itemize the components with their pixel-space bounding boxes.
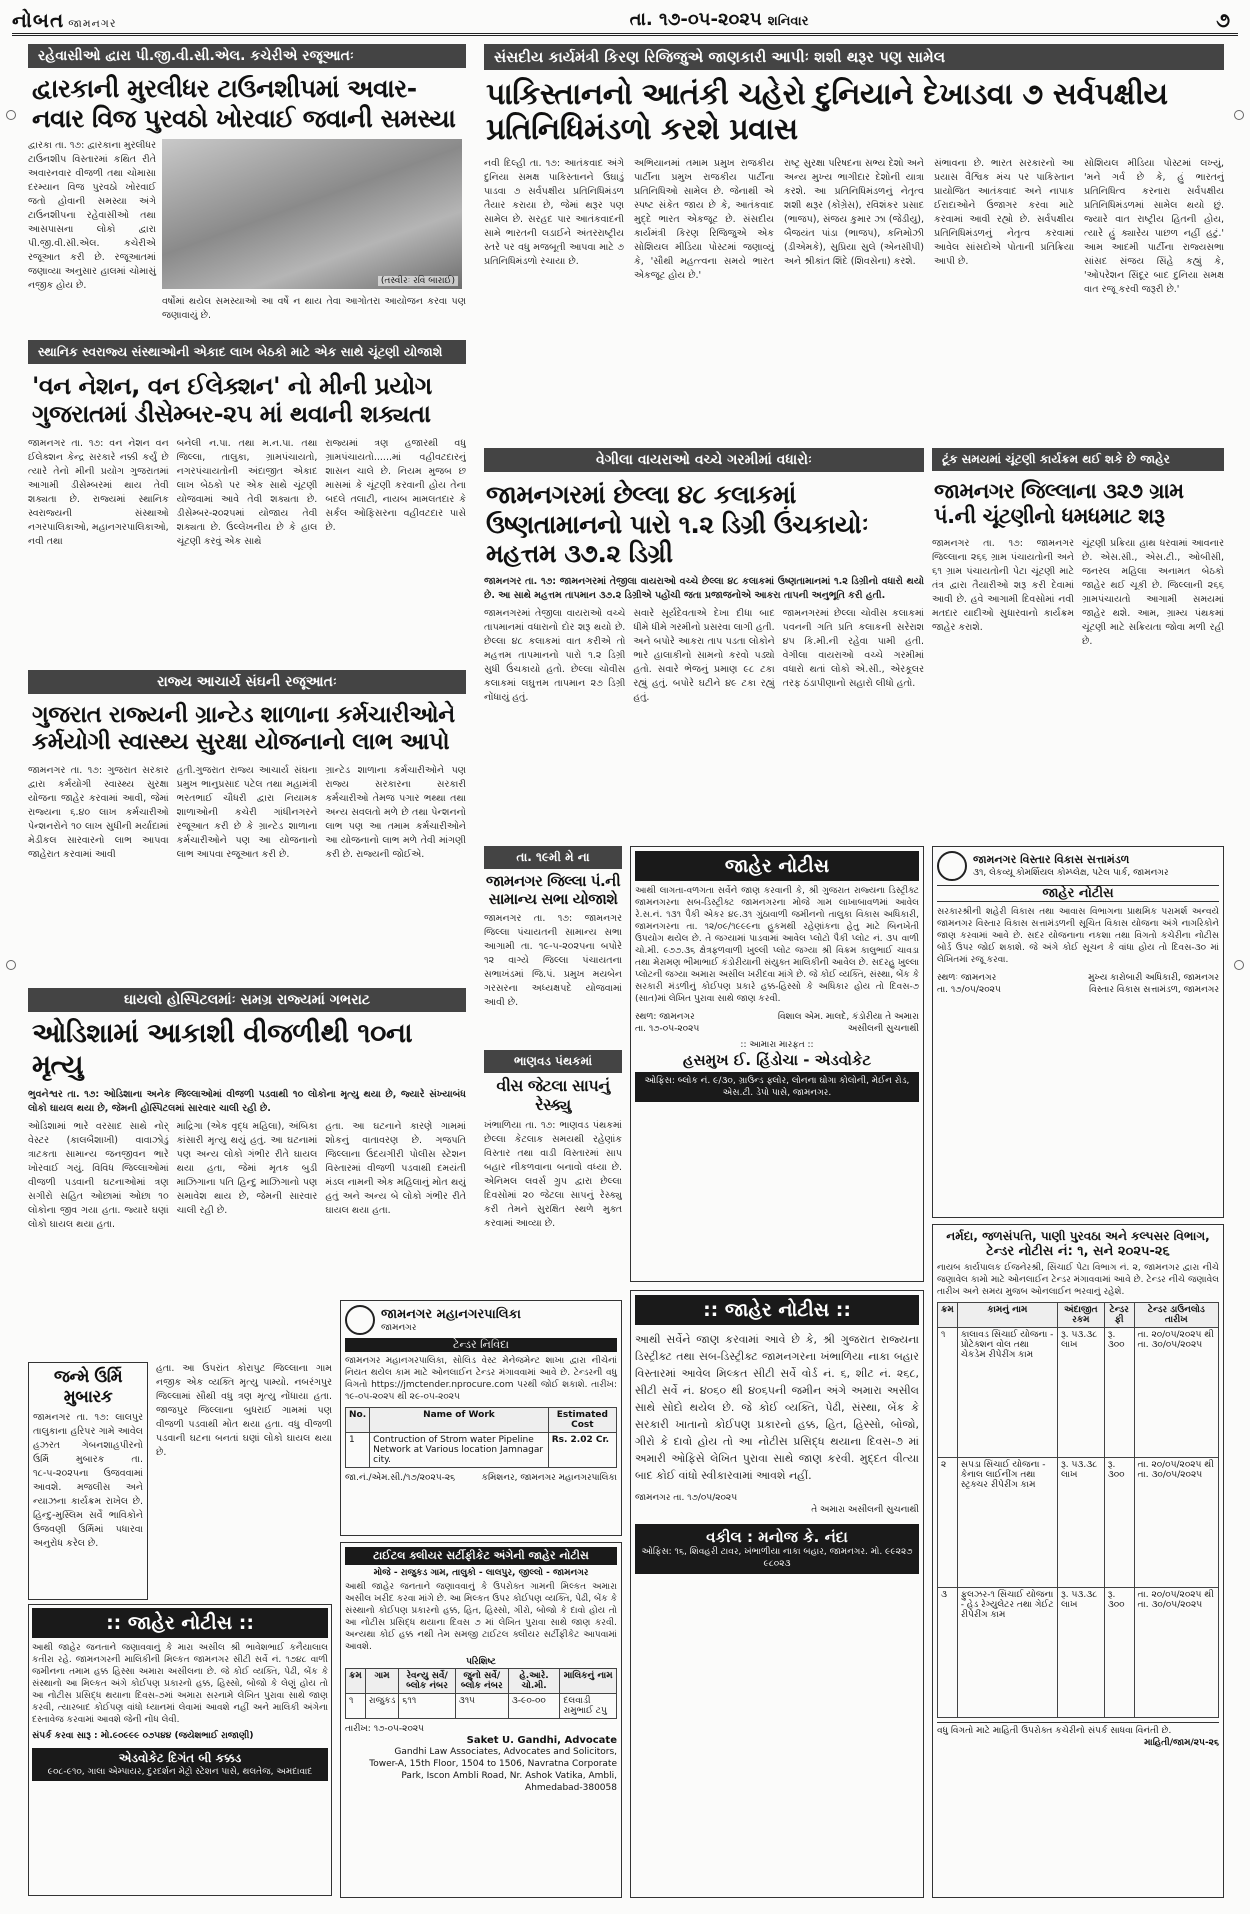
- notice-client: વિશાલ એમ. માલદે, કંડોરીયા તે અમારા અસીલની સુચનાથી: [777, 1012, 919, 1034]
- story-column: ઓડિશામાં ભારે વરસાદ સાથે નોર્ વેસ્ટર (કાલબૈશાખી) વાવાઝોડું ત્રાટકતા સામાન્ય જનજીવન ભારે ખોરવાઈ ગયું. વિવિધ જિલ્લાઓમાં વીજળી પડવાની ઘટનાઓમાં ત્રણ સગીરો સહિત ઓછામાં ઓછા ૧૦ લોકોના જીવ ગયા હતા. જ્યારે ઘણાં લોકો ઘાયલ થયા હતા.: [28, 1120, 169, 1230]
- story-headline: જામનગર જિલ્લા પં.ની સામાન્ય સભા યોજાશે: [485, 872, 621, 908]
- tender-body: જામનગર મહાનગરપાલિકા, સોલિડ વેસ્ટ મેનેજમેન્ટ શાખા દ્વારા નીચેનાં નિયત થયેલ કામ માટે ઓનલાઈન ટેન્ડર મંગાવવામાં આવે છે. ટેન્ડરની વધુ વિગતો https://jmctender.nprocure.com પરથી જોઈ શકાશે. તારીખ: ૧૯-૦૫-૨૦૨૫ થી ૨૯-૦૫-૨૦૨૫: [345, 1356, 617, 1402]
- story-body-cont: વર્ષોમાં થયેલ સમસ્યાઓ આ વર્ષે ન થાય તેવા આગોતરા આયોજન કરવા પણ જણાવાયું છે.: [162, 296, 466, 321]
- notice-title: જામનગર વિસ્તાર વિકાસ સત્તામંડળ: [973, 853, 1130, 866]
- notice-place: સ્થળઃ જામનગર: [937, 973, 997, 983]
- notice-date: તા. ૧૭-૦૫-૨૦૨૫: [635, 1024, 700, 1034]
- notice-client: તે અમારા અસીલની સુચનાથી: [811, 1505, 919, 1515]
- tender-jmc: [340, 1300, 622, 1536]
- story-heat: [484, 448, 924, 838]
- advocate-name: વકીલ : મનોજ કે. નંદા: [706, 1528, 848, 1546]
- tender-ref: માહિતી/જામ/૨૫-૨૬: [1144, 1738, 1219, 1748]
- notice-body: આથી જાહેર જનતાને જણાવવાનું કે મારા અસીલ શ્રી ભાવેશભાઈ કનૈયાલાલ કતીરા રહે. જામનગરની માલિકીની મિલ્કત જામનગર સીટી સર્વે નં. ૧૭૪૮ વાળી જમીનના તમામ હક્ક હિસ્સા અમારા અસીલના છે. જે કોઈ વ્યક્તિ, પેઢી, બેંક કે સંસ્થાનો આ મિલ્કત અંગે કોઈપણ પ્રકારનો હક્ક, હિસ્સો, બોજો કે લેણું હોય તો આ નોટીસ પ્રસિદ્ધ થયાના દિવસ-૭માં અમારા સરનામે લેખિત પુરાવા સાથે જાણ કરવી, ત્યારબાદ કોઈપણ વાંધો ધ્યાનમાં લેવામાં આવશે નહીં અને માલિકી અંગેના દસ્તાવેજ કરવામાં આવશે જેની નોંધ લેવી.: [32, 1643, 328, 1725]
- story-odisha-cont: [156, 1362, 332, 1600]
- story-column: ગ્રાન્ટેડ શાળાના કર્મચારીઓને પણ રાજ્ય સરકારના સરકારી કર્મચારીઓ તેમજ પગાર ભથ્થા તથા અન્ય સવલતો મળે છે તથા પેન્શનનો લાભ પણ આ તમામ કર્મચારીઓને આ યોજનાનો લાભ મળે તેવી માંગણી કરી છે. રાજ્યની જોઈએ.: [325, 765, 466, 861]
- authority-emblem-icon: [937, 851, 967, 881]
- notice-left: [28, 1604, 332, 1896]
- story-column: માદ્રિગા (એક વૃદ્ધ મહિલા), અંબિકા કાંસારી મૃત્યુ થયું હતું. આ ઘટનામાં પણ અન્ય લોકો ગંભીર રીતે ઘાયલ થયા હતા, જેમાં મૃતક બુડી માઝિગાના પતિ હિન્દુ માઝિગાનો પણ સમાવેશ થાય છે, જેમની સારવાર ચાલી રહી છે.: [176, 1120, 318, 1216]
- notice-footer: [635, 1011, 919, 1035]
- story-body: જામનગર તા. ૧૭: લાલપુર તાલુકાના હરિપર ગામે આવેલ હઝરત ગેબનશાહપીરનો ઉર્મિ મુબારક તા. ૧૮-૫-૨૦૨૫ના ઉજવવામાં આવશે. મજલીસ અને ન્યાઝના કાર્યક્રમ રાખેલ છે. હિન્દુ-મુસ્લિમ સર્વે ભાવિકોને ઉજવણી ઉર્મિમાં પધારવા અનુરોધ કરેલ છે.: [33, 1412, 143, 1550]
- notice-place: સ્થળ: જામનગર: [635, 1012, 695, 1022]
- notice-title: :: જાહેર નોટીસ ::: [635, 1295, 919, 1325]
- notice-title: ટાઈટલ ક્લીયર સર્ટીફીકેટ અંગેની જાહેર નોટીસ: [345, 1547, 617, 1565]
- story-column: બનેલી ન.પા. તથા મ.ન.પા. તથા જિલ્લા, તાલુકા, ગ્રામપંચાયતો, નગરપંચાયતોની અંદાજીત એકાદ લાખ બેઠકો પર એક સાથે ચૂંટણી યોજવામાં આવે તેવી શક્યતા છે. ડીસેમ્બર-૨૦૨૫માં યોજાય તેવી શક્યતા છે. ઉલ્લેખનીય છે કે હાલ ચૂંટણી કરવું એક સાથે: [176, 437, 318, 547]
- notice-date: તા. ૧૭/૦૫/૨૦૨૫: [937, 985, 1001, 995]
- story-column: જામનગર તા. ૧૭: વન નેશન વન ઈલેક્શન કેન્દ્ર સરકારે નક્કી કર્યું છે ત્યારે તેનો મીની પ્રયોગ ગુજરાતમાં આગામી ડીસેમ્બરમાં થાય તેવી શક્યતા છે. રાજ્યમાં સ્થાનિક સ્વરાજ્યની સંસ્થાઓ નગરપાલિકાઓ, મહાનગરપાલિકાઓ, નવી તથા: [28, 437, 169, 547]
- notice-date: તારીખ: ૧૭-૦૫-૨૦૨૫: [345, 1724, 425, 1734]
- story-column: રાજ્યમાં ત્રણ હજારથી વધુ ગ્રામપંચાયતો......માં વહીવટદારનું શાસન ચાલે છે. નિયમ મુજબ છ માસમાં કે ચૂંટણી કરવાની હોય તેના બદલે તલાટી, નાયબ મામલતદાર કે સર્કલ ઓફિસરના વહીવટદાર પાસે છે.: [325, 437, 466, 533]
- story-kicker: તા. ૧૯મી મે ના: [484, 846, 622, 869]
- notice-center: [630, 846, 924, 1282]
- story-column: જામનગર તા. ૧૭: ગુજરાત સરકાર દ્વારા કર્મયોગી સ્વાસ્થ્ય સુરક્ષા યોજના જાહેર કરવામાં આવી, જેમાં રાજ્યના ૬.૪૦ લાખ કર્મચારીઓ પેન્શનરોને ૧૦ લાખ સુધીની મર્યાદામાં મેડીકલ સારવારનો લાભ આપવા જાહેરાત કરવામાં આવી: [28, 765, 169, 861]
- advocate-block: [32, 1748, 328, 1781]
- story-lead: જામનગર તા. ૧૭: જામનગરમાં તેજીલા વાયરાઓ વચ્ચે છેલ્લા ૪૮ કલાકમાં ઉષ્ણતામાનમાં ૧.૨ ડિગ્રીનો વધારો થયો છે. આ સાથે મહત્તમ તાપમાન ૩૭.૨ ડિગ્રીએ પહોંચી જતા પ્રજાજનોએ આકરા તાપની અનુભૂતિ કરી હતી.: [484, 575, 924, 601]
- notice-body: આથી સર્વેને જાણ કરવામાં આવે છે કે, શ્રી ગુજરાત રાજ્યના ડિસ્ટ્રીક્ટ તથા સબ-ડિસ્ટ્રીક્ટ જામનગરના ખંભાળિયા નાકા બહાર વિસ્તારમાં આવેલ મિલ્કત સીટી સર્વે વોર્ડ નં. ૬, શીટ નં. ૨૬૮, સીટી સર્વે નં. ૪૦૬૦ થી ૪૦૬૫ની જમીન અંગે અમારા અસીલ સાથે સોદો થયેલ છે. જે કોઈ વ્યક્તિ, પેઢી, સંસ્થા, બેંક કે સરકારી ખાતાનો કોઈપણ પ્રકારનો હક્ક, હિત, હિસ્સો, બોજો, ગીરો કે દાવો હોય તો આ નોટીસ પ્રસિદ્ધ થયાના દિવસ-૭ માં અમારી ઓફિસે લેખિત પુરાવા સાથે જાણ કરવી. મુદ્દત વીત્યા બાદ કોઈ વાંધો સ્વીકારવામાં આવશે નહીં.: [635, 1333, 919, 1482]
- story-panchayat: [932, 448, 1224, 838]
- notice-right: [630, 1290, 924, 1898]
- notice-body: આથી લાગતા-વળગતા સર્વેને જાણ કરવાની કે, શ્રી ગુજરાત રાજ્યના ડિસ્ટ્રીક્ટ જામનગરના સબ-ડિસ્ટ્રીક્ટ જામનગરના મોજે ગામ લાખાબાવળમાં આવેલ રે.સ.નં. ૧૩૧ પૈકી એકર ૪૯.૩૧ ગુંઠાવાળી જમીનનો તાલુકા વિકાસ અધિકારી, જામનગરના તા. ૧૨/૦૯/૧૯૯૯ના હુકમથી રહેણાંકના હેતુ માટે બિનખેતી ઉપયોગ થયેલ છે. તે જગ્યામાં પાડવામાં આવેલ પ્લોટો પૈકી પ્લોટ નં. ૩૫ વાળી ચો.મી. ૯૭૭.૩૬ ક્ષેત્રફળવાળી ખુલ્લી પ્લોટ જગ્યા શ્રી વિક્રમ કાલુભાઈ ચાવડા તથા મેરામણ ભીમાભાઈ કંડોરીયાની સંયુક્ત માલિકીની આવેલ છે. સદરહુ ખુલ્લા પ્લોટની જગ્યા અમારા અસીલ ખરીદવા માંગે છે. જે કોઈ વ્યક્તિ, સંસ્થા, બેંક કે સરકારી મંડળીનું કોઈપણ પ્રકારે હક્ક-હિસ્સો કે અધિકાર હોય તો દિવસ-૭ (સાત)માં લેખિત પુરાવા સાથે જાણ કરવી.: [635, 886, 919, 1004]
- story-headline: જન્મે ઉર્મિ મુબારક: [53, 1367, 123, 1408]
- story-column: સોશિયલ મીડિયા પોસ્ટમાં લખ્યું, 'મને ગર્વ છે કે, હું ભારતનું પ્રતિનિધિત્વ કરનારા સર્વપક્ષીય પ્રતિનિધિમંડળમાં સામેલ થયો છું. જ્યારે વાત રાષ્ટ્રીય હિતની હોય, ત્યારે હું ક્યારેય પાછળ નહીં હટું.' આમ આદમી પાર્ટીના રાજ્યસભા સાંસદ સંજય સિંહે કહ્યું કે, 'ઓપરેશન સિંદૂર બાદ દુનિયા સમક્ષ વાત રજૂ કરવી જરૂરી છે.': [1084, 158, 1224, 295]
- tender-ref: જા.નં./એમ.સી./૧૭/૨૦૨૫-૨૬: [345, 1473, 456, 1483]
- tender-subtitle: જામનગર: [381, 1322, 417, 1333]
- story-school: [28, 670, 466, 982]
- notice-title-clear: [340, 1542, 622, 1898]
- notice-subtitle: ૩૧, લેકવ્યૂ કોમર્શિયલ કોમ્પ્લેક્ષ, પટેલ પાર્ક, જામનગર: [973, 868, 1169, 878]
- table-row: ૧ કાલાવડ સિંચાઈ યોજના - પ્રોટેક્શન વોલ તથા ચેકડેમ રીપેરીંગ કામ રૂ. ૫૩.૩૮ લાખ રૂ. ૩૦૦ તા. ૨૦/૦૫/૨૦૨૫ થી તા. ૩૦/૦૫/૨૦૨૫: [938, 1328, 1219, 1458]
- story-lead: ભુવનેશ્વર તા. ૧૭: ઓડિશાના અનેક જિલ્લાઓમાં વીજળી પડવાથી ૧૦ લોકોના મૃત્યુ થયા છે, જ્યારે સંખ્યાબંધ લોકો ઘાયલ થયા છે, જેમની હોસ્પિટલમાં સારવાર ચાલી રહી છે.: [28, 1088, 466, 1114]
- advocate-address: ૯૦૮-૯૧૦, ગાલા એમ્પાયર, દુરદર્શન મેટ્રો સ્ટેશન પાસે, થલતેજ, અમદાવાદ: [47, 1767, 313, 1777]
- advocate-name: એડવોકેટ દિગંત બી કક્કડ: [118, 1751, 242, 1765]
- story-headline: વીસ જેટલા સાપનું રેસ્ક્યુ: [496, 1076, 610, 1114]
- story-kicker: સંસદીય કાર્યમંત્રી કિરણ રિજિજુએ જાણકારી આપીઃ શશી થરૂર પણ સામેલ: [484, 44, 1224, 70]
- advocate-block: [635, 1524, 919, 1574]
- registration-mark-icon: [6, 960, 16, 970]
- story-column: હતા. આ ઘટનાને કારણે ગામમાં શોકનું વાતાવરણ છે. ગજપતિ જિલ્લાના ઉદયગીરી પોલીસ સ્ટેશન વિસ્તારમાં વીજળી પડવાથી દમયંતી મંડલ નામની એક મહિલાનું મોત થયું હતું અને અન્ય બે લોકો ગંભીર રીતે ઘાયલ થયા હતા.: [325, 1120, 466, 1216]
- schedule-table: ક્રમ ગામ રેવન્યુ સર્વે/બ્લોક નંબર જુનો સર્વે/બ્લોક નંબર હે.આરે. ચો.મી. માલિકનું નામ ૧ રાજુકડ ૬૧૧ ૩૧૫ ૩-૯૦-૦૦ દલવાડી રામુભાઈ ટપુ: [345, 1668, 617, 1719]
- story-kicker: રાજ્ય આચાર્ય સંઘની રજૂઆતઃ: [28, 670, 466, 694]
- advocate-name: Saket U. Gandhi, Advocate: [466, 1735, 617, 1746]
- story-one-nation: [28, 340, 466, 664]
- story-headline: જામનગર જિલ્લાના ૩૨૭ ગ્રામ પં.ની ચૂંટણીનો ધમધમાટ શરૂ: [934, 479, 1184, 528]
- tender-header: [345, 1305, 617, 1335]
- story-headline: જામનગરમાં છેલ્લા ૪૮ કલાકમાં ઉષ્ણતામાનનો પારો ૧.૨ ડિગ્રી ઉંચકાયોઃ મહત્તમ ૩૭.૨ ડિગ્રી: [486, 480, 869, 568]
- story-rijiju: [484, 44, 1224, 440]
- newspaper-logo: નોબત જામનગર: [12, 7, 117, 32]
- story-column: અભિયાનમાં તમામ પ્રમુખ રાજકીય પાર્ટીના પ્રમુખ રાજકીય પાર્ટીના પ્રતિનિધિઓ સામેલ છે. જેનાથી એ સ્પષ્ટ સંકેત જાય છે કે, આતંકવાદ મુદ્દે ભારત એકજૂટ છે. સંસદીય કાર્યમંત્રી કિરણ રિજિજુએ એક સોશિયલ મીડિયા પોસ્ટમાં જણાવ્યું કે, 'સૌથી મહત્ત્વના સમયે ભારત એકજૂટ હોય છે.': [634, 158, 774, 281]
- story-kicker: ભાણવડ પંથકમાં: [484, 1050, 622, 1073]
- story-kicker: ટૂંક સમયમાં ચૂંટણી કાર્યક્રમ થઈ શકે છે જાહેર: [932, 448, 1224, 471]
- story-column: જામનગરમાં છેલ્લા ચોવીસ કલાકમાં પવનની ગતિ પ્રતિ કલાકની સરેરાશ ૪૫ કિ.મી.ની રહેવા પામી હતી. વેગીલા વાયરાઓ વચ્ચે ગરમીમાં વધારો થતાં લોકો એ.સી., એરકૂલર તરફ ઠંડાપીણાનો સહારો લીધો હતો.: [782, 607, 924, 689]
- story-kicker: વેગીલા વાયરાઓ વચ્ચે ગરમીમાં વધારોઃ: [484, 448, 924, 472]
- story-column: જામનગર તા. ૧૭: જામનગર જિલ્લાના ૨૬૬ ગ્રામ પંચાયતોની અને ૬૧ ગ્રામ પંચાયતોની પેટા ચૂંટણી માટે તંત્ર દ્વારા તૈયારીઓ શરૂ કરી દેવામાં આવી છે. હવે આગામી દિવસોમાં નવી મતદાર યાદીઓ સુધારવાનો કાર્યક્રમ જાહેર કરાશે.: [932, 537, 1074, 633]
- tender-signer: કમિશનર, જામનગર મહાનગરપાલિકા: [481, 1473, 617, 1483]
- tender-title: નર્મદા, જળસંપત્તિ, પાણી પુરવઠા અને કલ્પસર વિભાગ,: [946, 1229, 1210, 1243]
- story-rescue: [484, 1050, 622, 1300]
- schedule-title: પરિશિષ્ટ: [466, 1657, 496, 1667]
- issue-date: તા. ૧૭-૦૫-૨૦૨૫ શનિવાર: [629, 9, 809, 30]
- notice-signer: મુખ્ય કારોબારી અધિકારી, જામનગર વિસ્તાર વિકાસ સત્તામંડળ, જામનગર: [1088, 973, 1219, 995]
- table-header: Estimated Cost: [548, 1408, 616, 1433]
- story-column: હતા. આ ઉપરાંત કોરાપુટ જિલ્લાના ગામ નજીક એક વ્યક્તિ મૃત્યુ પામ્યો. નબરંગપુર જિલ્લામાં સૌથી વધુ ત્રણ મૃત્યુ નોંધાયા હતા. જાજપુર જિલ્લાના બુધરાઈ ગામમાં પણ વીજળી પડવાથી મોત થયા હતા. વધુ વીજળી પડવાની ઘટના બનતાં ઘણાં લોકો ઘાયલ થયા છે.: [156, 1363, 332, 1458]
- story-column: ચૂંટણી પ્રક્રિયા હાથ ધરવામાં આવનાર છે. એસ.સી., એસ.ટી., ઓબીસી, જનરલ મહિલા અનામત બેઠકો જાહેર થઈ ચૂકી છે. જિલ્લાની ૨૬૬ ગ્રામપંચાયતો આગામી સમયમાં જાહેર થશે. આમ, ગ્રામ્ય પંથકમાં ચૂંટણી માટે સક્રિયતા જોવા મળી રહી છે.: [1082, 537, 1224, 647]
- advocate-address: ઓફિસ: બ્લોક નં. ૯/૩૦, ગ્રાઉન્ડ ફ્લોર, લોનના ઘોગા કોલોની, મેઈન રોડ, એસ.ટી. ડેપો પાસે, જામનગર.: [635, 1072, 919, 1102]
- story-headline: પાકિસ્તાનનો આતંકી ચહેરો દુનિયાને દેખાડવા ૭ સર્વપક્ષીય પ્રતિનિધિમંડળો કરશે પ્રવાસ: [486, 77, 1168, 147]
- tender-body: નાયબ કાર્યપાલક ઈજનેરશ્રી, સિંચાઈ પેટા વિભાગ નં. ૨, જામનગર દ્વારા નીચે જણાવેલ કામો માટે ઓનલાઈન ટેન્ડર મંગાવવામાં આવે છે. ટેન્ડર નીચે જણાવેલ તારીખ અને સમય મુજબ ઓનલાઈન ભરવાનું રહેશે.: [937, 1263, 1219, 1297]
- tender-subtitle: ટેન્ડર નોટીસ નં: ૧, સને ૨૦૨૫-૨૬: [986, 1244, 1170, 1259]
- notice-title: :: જાહેર નોટીસ ::: [32, 1608, 328, 1638]
- advocate-name: હસમુખ ઈ. હિંડોચા - એડવોકેટ: [682, 1051, 872, 1069]
- law-firm: Gandhi Law Associates, Advocates and Solicitors,: [394, 1747, 617, 1757]
- tender-title: જામનગર મહાનગરપાલિકા: [381, 1306, 521, 1322]
- notice-date: જામનગર તા. ૧૭/૦૫/૨૦૨૫: [635, 1493, 738, 1503]
- story-column: સવારે સૂર્યદેવતાએ દેખા દીધા બાદ ધીમે ધીમે ગરમીનો પ્રસરવા લાગી હતી. અને બપોરે આકરા તાપ પડતા લોકોને ભારે હાલાકીનો સામનો કરવો પડ્યો હતો. સવારે ભેજનું પ્રમાણ ૯૮ ટકા રહ્યું હતું. બપોરે ઘટીને ૪૯ ટકા રહ્યું હતું.: [633, 607, 775, 703]
- notice-title: જાહેર નોટીસ: [635, 851, 919, 881]
- tender-narmada: [932, 1224, 1224, 1898]
- table-row: ૨ સપડા સિંચાઈ યોજના - કેનાલ લાઈનીંગ તથા સ્ટ્રક્ચર રીપેરીંગ કામ રૂ. ૫૩.૩૮ લાખ રૂ. ૩૦૦ તા. ૨૦/૦૫/૨૦૨૫ થી તા. ૩૦/૦૫/૨૦૨૫: [938, 1458, 1219, 1588]
- news-photo: [162, 139, 462, 289]
- story-column: હતી.ગુજરાત રાજ્ય આચાર્ય સંઘના પ્રમુખ ભાનુપ્રસાદ પટેલ તથા મહામંત્રી ભરતભાઈ ચૌધરી દ્વારા નિયામક શાળાઓની કચેરી ગાંધીનગરને રજૂઆત કરી છે કે ગ્રાન્ટેડ શાળાના કર્મચારીઓને પણ આ યોજનાનો લાભ આપવા રજૂઆત કરી છે.: [176, 765, 318, 861]
- notice-label: જાહેર નોટીસ: [937, 885, 1219, 902]
- registration-mark-icon: [1234, 110, 1244, 120]
- table-row: ૧ રાજુકડ ૬૧૧ ૩૧૫ ૩-૯૦-૦૦ દલવાડી રામુભાઈ ટપુ: [346, 1694, 617, 1719]
- masthead: [12, 6, 1238, 36]
- story-urs: [28, 1362, 148, 1600]
- notice-contact: સંપર્ક કરવા સારૂ : મો.૯૦૯૯૯ ૦૭૫૪૪ (જયેશભાઈ રાજાણી): [32, 1731, 254, 1741]
- story-column: જામનગરમાં તેજીલા વાયરાઓ વચ્ચે તાપમાનમાં વધારાનો દોર શરૂ થયો છે. છેલ્લા ૪૮ કલાકમાં વાત કરીએ તો મહત્તમ તાપમાનનો પારો ૧.૨ ડિગ્રી સુધી ઉંચકાયો હતો. છેલ્લા ચોવીસ કલાકમાં લઘુત્તમ તાપમાન ૨૭ ડિગ્રી નોંધાયું હતું.: [484, 607, 626, 703]
- story-meeting: [484, 846, 622, 1046]
- tender-footer: વધુ વિગતો માટે માહિતી ઉપરોક્ત કચેરીનો સંપર્ક સાધવા વિનંતી છે.: [937, 1722, 1219, 1737]
- story-column: રાષ્ટ્ર સુરક્ષા પરિષદના સભ્ય દેશો અને અન્ય મુખ્ય ભાગીદાર દેશોની યાત્રા કરશે. આ પ્રતિનિધિમંડળનું નેતૃત્વ શશી થરૂર (કોંગ્રેસ), રવિશંકર પ્રસાદ (ભાજપ), સંજય કુમાર ઝા (જેડીયુ), બૈજયંત પાંડા (ભાજપ), કનિમોઝી (ડીએમકે), સુપ્રિયા સુલે (એનસીપી) અને શ્રીકાંત શિંદે (શિવસેના) કરશે.: [784, 158, 924, 267]
- story-body: દ્વારકા તા. ૧૭: દ્વારકાના મુરલીધર ટાઉનશીપ વિસ્તારમાં કથિત રીતે અવારનવાર વીજળી તથા ચોમાસા દરમ્યાન વિજ પુરવઠો ખોરવાઈ જતો હોવાની સમસ્યા અંગે ટાઉનશીપના રહેવાસીઓ તથા આસપાસના લોકો દ્વારા પી.જી.વી.સી.એલ. કચેરીએ રજૂઆત કરી છે. રજૂઆતમાં જણાવ્યા અનુસાર હાલમાં ચોમાસું નજીક હોય છે.: [28, 140, 156, 291]
- registration-mark-icon: [1234, 960, 1244, 970]
- story-dwarka: [28, 44, 466, 336]
- table-row: 1 Contruction of Strom water Pipeline Network at Various location Jamnagar city. Rs. 2.02 Cr.: [346, 1433, 617, 1468]
- notice-subtitle: મોજે - રાજુકડ ગામ, તાલુકો - લાલપુર, જીલ્લો - જામનગર: [373, 1568, 589, 1578]
- jmc-emblem-icon: [345, 1305, 375, 1335]
- story-column: સંભાવના છે. ભારત સરકારનો આ પ્રયાસ વૈશ્વિક મંચ પર પાકિસ્તાન પ્રાયોજિત આતંકવાદ અને નાપાક ઈરાદાઓને ઉજાગર કરવા માટે કરવામાં આવી રહ્યો છે. સર્વપક્ષીય પ્રતિનિધિમંડળનું નેતૃત્વ કરવામાં આવેલ સાંસદોએ પોતાની પ્રતિક્રિયા આપી છે.: [934, 158, 1074, 267]
- advocate-address: ઓફિસ: ૧૬, શિવહરી ટાવર, ખંભાળીયા નાકા બહાર, જામનગર. મો. ૯૯૨૨૭ ૯૮૦૨૩: [641, 1547, 913, 1569]
- law-firm-address: Tower-A, 15th Floor, 1504 to 1506, Navratna Corporate Park, Iscon Ambli Road, Nr. Ashok Vatika, Ambli, Ahmedabad-380058: [369, 1759, 617, 1793]
- story-headline: દ્વારકાની મુરલીધર ટાઉનશીપમાં અવાર-નવાર વિજ પુરવઠો ખોરવાઈ જવાની સમસ્યા: [32, 74, 456, 133]
- tender-table: ક્રમ કામનું નામ અંદાજીત રકમ ટેન્ડર ફી ટેન્ડર ડાઉનલોડ તારીખ ૧ કાલાવડ સિંચાઈ યોજના - પ્રોટેક્શન વોલ તથા ચેકડેમ રીપેરીંગ કામ રૂ. ૫૩.૩૮ લાખ રૂ. ૩૦૦ તા. ૨૦/૦૫/૨૦૨૫ થી તા. ૩૦/૦૫/૨૦૨૫ ૨ સપડા સિંચાઈ યોજના - કેનાલ લાઈનીંગ તથા સ્ટ્રક્ચર રીપેરીંગ કામ રૂ. ૫૩.૩૮ લાખ રૂ. ૩૦૦ તા. ૨૦/૦૫/૨૦૨૫ થી તા. ૩૦/૦૫/૨૦૨૫ ૩ ફુલઝર-૧ સિંચાઈ યોજના - હેડ રેગ્યુલેટર તથા ગેઈટ રીપેરીંગ કામ રૂ. ૫૩.૩૮ લાખ રૂ. ૩૦૦ તા. ૨૦/૦૫/૨૦૨૫ થી તા. ૩૦/૦૫/૨૦૨૫: [937, 1302, 1219, 1718]
- story-body: ખંભાળિયા તા. ૧૭: ભાણવડ પંથકમાં છેલ્લા કેટલાક સમયથી રહેણાંક વિસ્તાર તથા વાડી વિસ્તારમાં સાપ બહાર નીકળવાના બનાવો વધ્યા છે. એનિમલ લવર્સ ગ્રુપ દ્વારા છેલ્લા દિવસોમાં ૨૦ જેટલા સાપનું રેસ્ક્યુ કરી તેમને સુરક્ષિત સ્થળે મુક્ત કરવામાં આવ્યા છે.: [484, 1119, 622, 1229]
- story-body: જામનગર તા. ૧૭: જામનગર જિલ્લા પંચાયતની સામાન્ય સભા આગામી તા. ૧૯-૫-૨૦૨૫ના બપોરે ૧૨ વાગ્યે જિલ્લા પંચાયતના સભાખંડમાં જિ.પં. પ્રમુખ મયબેન ગરસરના અધ્યક્ષપદે યોજવામાં આવી છે.: [484, 913, 622, 1009]
- story-kicker: રહેવાસીઓ દ્વારા પી.જી.વી.સી.એલ. કચેરીએ રજૂઆતઃ: [28, 44, 466, 68]
- tender-table: [345, 1407, 617, 1468]
- story-headline: ગુજરાત રાજ્યની ગ્રાન્ટેડ શાળાના કર્મચારીઓને કર્મયોગી સ્વાસ્થ્ય સુરક્ષા યોજનાનો લાભ આપો: [32, 702, 455, 756]
- table-row: ૩ ફુલઝર-૧ સિંચાઈ યોજના - હેડ રેગ્યુલેટર તથા ગેઈટ રીપેરીંગ કામ રૂ. ૫૩.૩૮ લાખ રૂ. ૩૦૦ તા. ૨૦/૦૫/૨૦૨૫ થી તા. ૩૦/૦૫/૨૦૨૫: [938, 1588, 1219, 1718]
- story-column: નવી દિલ્હી તા. ૧૭: આતંકવાદ અંગે દુનિયા સમક્ષ પાકિસ્તાનને ઉઘાડું પાડવા ૭ સર્વપક્ષીય પ્રતિનિધિમંડળ તૈયાર કરાયા છે, જેમાં થરૂર પણ સામેલ છે. સરહદ પાર આતંકવાદની સામે ભારતની લડાઈને અંતરરાષ્ટ્રીય સ્તરે પર વધુ મજબૂતી આપવા માટે ૭ પ્રતિનિધિમંડળો રચાયા છે.: [484, 158, 624, 267]
- registration-mark-icon: [6, 110, 16, 120]
- story-kicker: સ્થાનિક સ્વરાજ્ય સંસ્થાઓની એકાદ લાખ બેઠકો માટે એક સાથે ચૂંટણી યોજાશે: [28, 340, 466, 364]
- page-number: ૭: [1216, 7, 1230, 32]
- table-header: No.: [346, 1408, 370, 1433]
- notice-vikas: [932, 846, 1224, 1218]
- notice-body: આથી જાહેર જનતાને જણાવવાનું કે ઉપરોક્ત ગામની મિલ્કત અમારા અસીલ ખરીદ કરવા માંગે છે. આ મિલ્કત ઉપર કોઈપણ વ્યક્તિ, પેઢી, બેંક કે સંસ્થાનો કોઈપણ પ્રકારનો હક્ક, હિત, હિસ્સો, ગીરો, બોજો કે દાવો હોય તો આ નોટીસ પ્રસિદ્ધ થયાના દિવસ ૭ માં લેખિત પુરાવા સાથે જાણ કરવી. અન્યથા કોઈ હક્ક નથી તેમ સમજી ટાઈટલ ક્લીયર સર્ટીફીકેટ આપવામાં આવશે.: [345, 1582, 617, 1652]
- photo-caption: (તસ્વીરઃ રવિ બારાઈ): [378, 276, 458, 286]
- story-kicker: ઘાયલો હોસ્પિટલમાંઃ સમગ્ર રાજ્યમાં ગભરાટ: [28, 988, 466, 1012]
- tender-label: ટેન્ડર નિવિદા: [345, 1338, 617, 1352]
- notice-body: સરકારશ્રીની શહેરી વિકાસ તથા આવાસ વિભાગના પ્રાથમિક પરામર્શ અન્વયે જામનગર વિસ્તાર વિકાસ સત્તામંડળની સૂચિત વિકાસ યોજના અંગે નાગરિકોને જાણ કરવામાં આવે છે. સદર યોજનાના નકશા તથા વિગતો કચેરીના નોટીસ બોર્ડ ઉપર જોઈ શકાશે. જે અંગે કોઈ સૂચન કે વાંધા હોય તો દિવસ-૩૦ માં લેખિતમાં રજૂ કરવા.: [937, 907, 1219, 965]
- story-headline: 'વન નેશન, વન ઈલેક્શન' નો મીની પ્રયોગ ગુજરાતમાં ડીસેમ્બર-૨૫ માં થવાની શક્યતા: [32, 372, 432, 429]
- table-header: Name of Work: [370, 1408, 549, 1433]
- story-headline: ઓડિશામાં આકાશી વીજળીથી ૧૦ના મૃત્યુ: [32, 1018, 413, 1081]
- notice-via: :: આમારા મારફત ::: [740, 1040, 814, 1050]
